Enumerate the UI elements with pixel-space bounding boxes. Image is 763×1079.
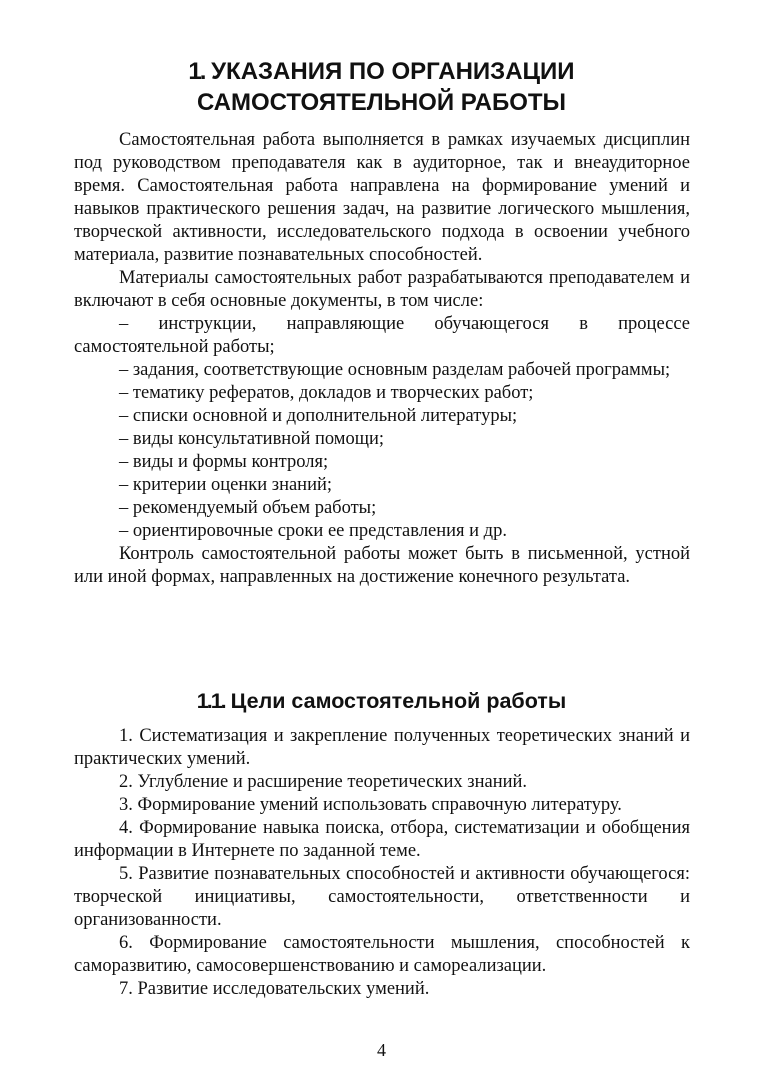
goal-item: 3. Формирование умений использовать справочную литературу.: [119, 795, 622, 815]
chapter-title: [0, 56, 763, 118]
list-item: – критерии оценки знаний;: [119, 475, 333, 495]
list-item: – тематику рефератов, докладов и творческих работ;: [119, 383, 534, 403]
list-item: – списки основной и дополнительной литературы;: [119, 406, 518, 426]
chapter-number: 1.: [188, 58, 205, 85]
list-item: – ориентировочные сроки ее представления и др.: [119, 521, 507, 541]
paragraph: Контроль самостоятельной работы может быть в письменной, устной или иной формах, направленных на достижение конечного результата.: [74, 544, 690, 587]
goals-list: [74, 725, 690, 1001]
chapter-title-line-2: САМОСТОЯТЕЛЬНОЙ РАБОТЫ: [196, 89, 567, 116]
paragraph: Самостоятельная работа выполняется в рамках изучаемых дисциплин под руководством преподавателя как в аудиторное, так и внеаудиторное время. Самостоятельная работа направлена на формирование умений и навыков практического решения задач, на развитие логического мышления, творческой активности, исследовательского подхода в освоении учебного материала, развитие познавательных способностей.: [74, 130, 690, 265]
section-title: [0, 687, 763, 715]
list-item: – рекомендуемый объем работы;: [119, 498, 377, 518]
list-item: – задания, соответствующие основным разделам рабочей программы;: [119, 360, 671, 380]
list-item: – инструкции, направляющие обучающегося в процессе самостоятельной работы;: [74, 314, 690, 357]
goal-item: 2. Углубление и расширение теоретических знаний.: [119, 772, 528, 792]
page-number: 4: [377, 1040, 386, 1060]
chapter-title-line-1: [0, 56, 763, 87]
goal-item: 5. Развитие познавательных способностей и активности обучающегося: творческой инициативы, самостоятельности, ответственности и организованности.: [74, 864, 690, 930]
section-number: 1.1.: [196, 689, 225, 713]
list-item: – виды консультативной помощи;: [119, 429, 385, 449]
goal-item: 6. Формирование самостоятельности мышления, способностей к саморазвитию, самосовершенствованию и самореализации.: [74, 933, 690, 976]
section-title-text: Цели самостоятельной работы: [230, 689, 567, 713]
list-item: – виды и формы контроля;: [119, 452, 329, 472]
goal-item: 7. Развитие исследовательских умений.: [119, 979, 430, 999]
goal-item: 1. Систематизация и закрепление полученных теоретических знаний и практических умений.: [74, 726, 690, 769]
goal-item: 4. Формирование навыка поиска, отбора, систематизации и обобщения информации в Интернете по заданной теме.: [74, 818, 690, 861]
paragraph: Материалы самостоятельных работ разрабатываются преподавателем и включают в себя основные документы, в том числе:: [74, 268, 690, 311]
section-1-body: [74, 129, 690, 589]
chapter-title-text-1: УКАЗАНИЯ ПО ОРГАНИЗАЦИИ: [211, 58, 575, 85]
